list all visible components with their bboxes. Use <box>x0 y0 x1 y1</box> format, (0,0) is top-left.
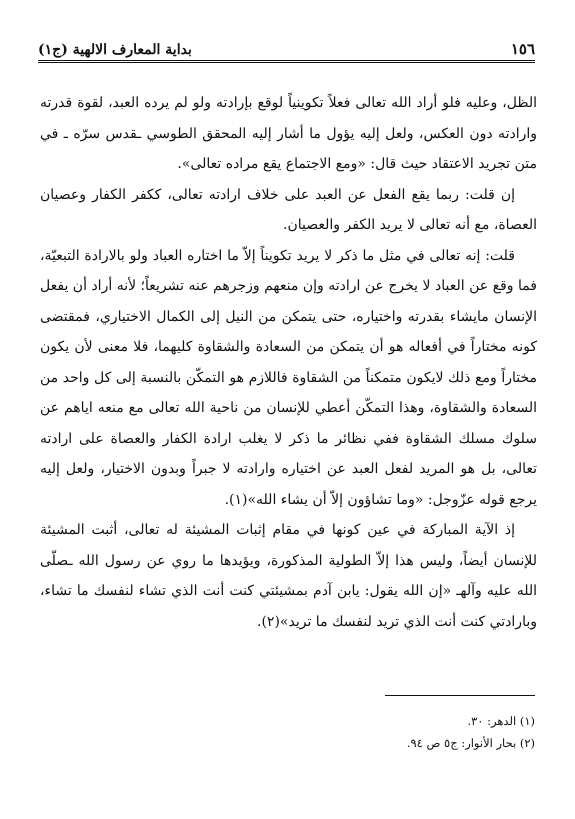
paragraph: قلت: إنه تعالى في مثل ما ذكر لا يريد تكويناً إلاّ ما اختاره العباد ولو بالارادة التبعيّة، فما وقع عن العباد لا يخرج عن ارادته وإن منعهم وزجرهم عنه تشريعاً؛ لأنه أراد أن يفعل الإنسان مايشاء بقدرته واختياره، حتى يتمكن من النيل إلى الكمال الاختياري، فمقتضى كونه مختاراً في أفعاله هو أن يتمكن من السعادة والشقاوة كليهما، فلا معنى لأن يكون مختاراً ومع ذلك لايكون متمكناً من الشقاوة فاللازم هو التمكّن بالنسبة إلى كل واحد من السعادة والشقاوة، وهذا التمكّن أعطي للإنسان من ناحية الله تعالى مع منعه اياهم عن سلوك مسلك الشقاوة ففي نظائر ما ذكر لا يغلب ارادة الكفار والعصاة على ارادته تعالى، بل هو المريد لفعل العبد عن اختياره وارادته لا جبراً وبدون الاختيار، ولعل إليه يرجع قوله عزّوجل: «وما تشاؤون إلاّ أن يشاء الله»(١). <box>40 247 537 508</box>
body-text <box>40 88 537 637</box>
page-number: ١٥٦ <box>510 40 535 58</box>
footnote-separator <box>385 695 535 696</box>
book-title: بداية المعارف الالهية (ج١) <box>38 42 192 58</box>
footnote: (١) الدهر: ٣٠. <box>467 714 535 728</box>
footnotes <box>40 710 535 754</box>
paragraph: الظل، وعليه فلو أراد الله تعالى فعلاً تكوينياً لوقع بإرادته ولو لم يرده العبد، لقوة قدرته وارادته دون العكس، ولعل إليه يؤول ما أشار إليه المحقق الطوسي ـقدس سرّه ـ في متن تجريد الاعتقاد حيث قال: «ومع الاجتماع يقع مراده تعالى». <box>40 95 537 172</box>
running-header <box>38 40 535 63</box>
paragraph: إذ الآية المباركة في عين كونها في مقام إثبات المشيئة له تعالى، أثبت المشيئة للإنسان أيضاً، وليس هذا إلاّ الطولية المذكورة، ويؤيدها ما روي عن رسول الله ـصلّى الله عليه وآلهـ «إن الله يقول: يابن آدم بمشيئتي كنت أنت الذي تشاء لنفسك ما تشاء، وبارادتي كنت أنت الذي تريد لنفسك ما تريد»(٢). <box>40 522 537 630</box>
footnote: (٢) بحار الأنوار: ج٥ ص ٩٤. <box>406 736 535 750</box>
paragraph: إن قلت: ربما يقع الفعل عن العبد على خلاف ارادته تعالى، ككفر الكفار وعصيان العصاة، مع أنه تعالى لا يريد الكفر والعصيان. <box>40 186 537 233</box>
